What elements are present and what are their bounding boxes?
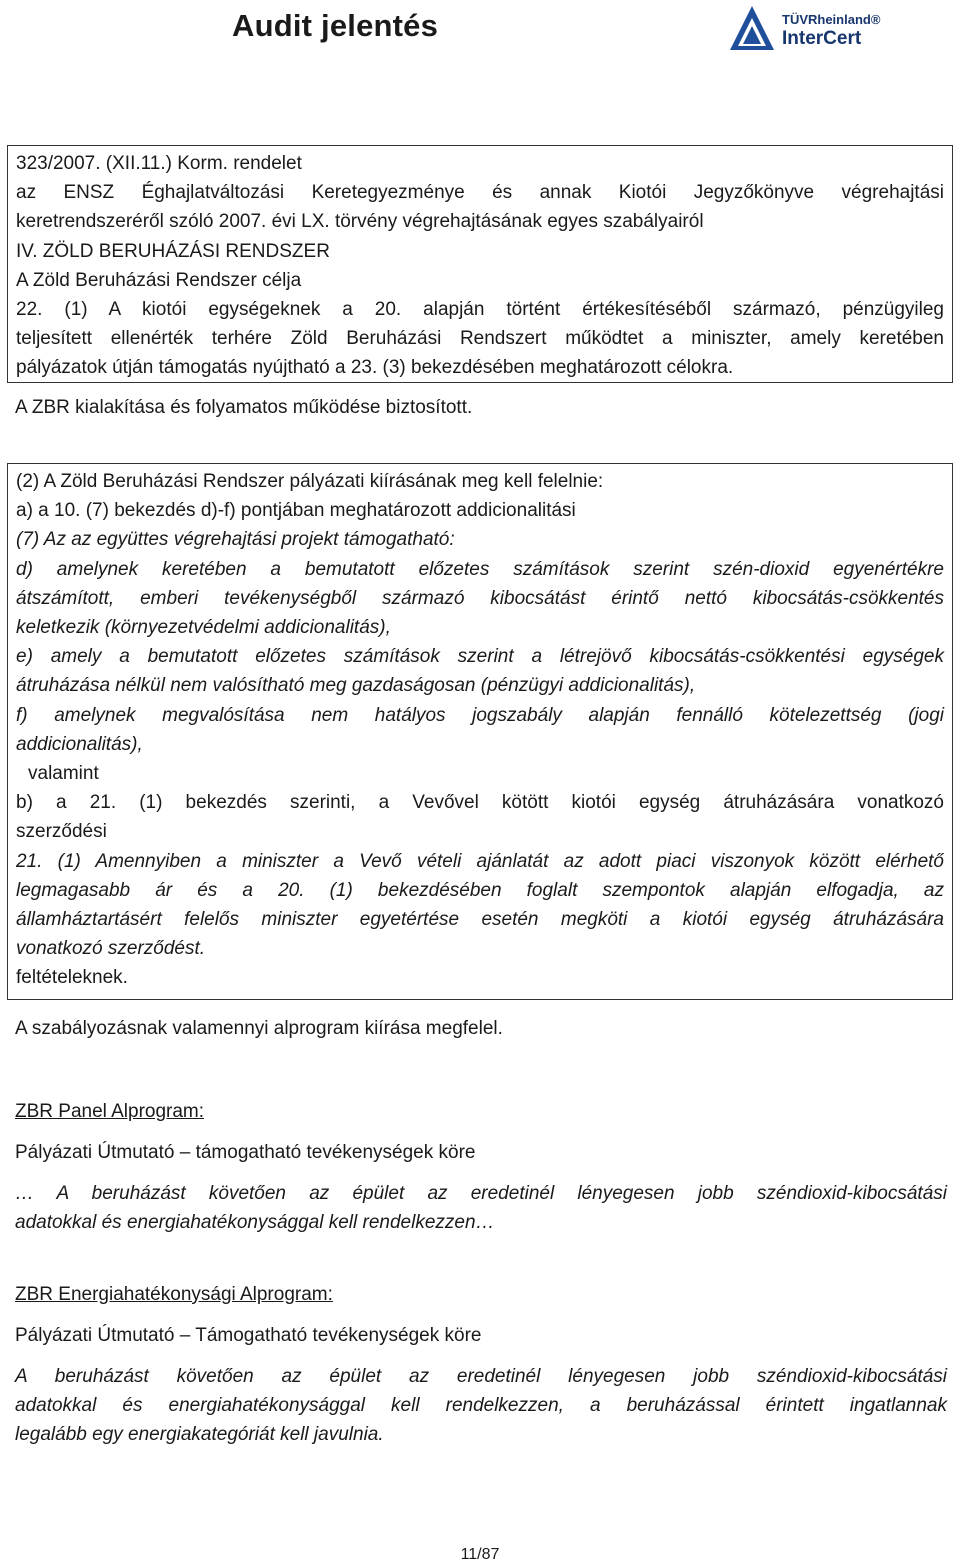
brand-name-line1: TÜVRheinland® — [782, 12, 881, 27]
text-line: (2) A Zöld Beruházási Rendszer pályázati kiírásának meg kell felelnie: — [16, 471, 604, 492]
energy-quote-line: A beruházást követően az épület az eredetinél lényegesen jobb széndioxid-kibocsátási — [15, 1366, 947, 1387]
text-line: 21. (1) Amennyiben a miniszter a Vevő vételi ajánlatát az adott piaci viszonyok között elérhető — [16, 850, 944, 872]
text-line: addicionalitás), — [16, 733, 143, 755]
brand-name-line2: InterCert — [782, 28, 862, 49]
text-line: legmagasabb ár és a 20. (1) bekezdésében foglalt szempontok alapján elfogadja, az — [16, 879, 944, 901]
text-line: d) amelynek keretében a bemutatott előzetes számítások szerint szén-dioxid egyenértékre — [16, 558, 944, 580]
finding-text: A szabályozásnak valamennyi alprogram kiírása megfelel. — [15, 1018, 503, 1039]
page-title: Audit jelentés — [232, 8, 439, 43]
regulation-box-1 — [7, 145, 953, 383]
text-line: szerződési — [16, 821, 107, 843]
text-line: e) amely a bemutatott előzetes számítások szerint a létrejövő kibocsátás-csökkentési egységek — [16, 646, 944, 668]
regulation-box-2 — [7, 463, 953, 1000]
energy-heading: ZBR Energiahatékonysági Alprogram: — [15, 1284, 333, 1305]
text-line: átszámított, emberi tevékenységből származó kibocsátást érintő nettó kibocsátás-csökkentés — [16, 587, 944, 609]
text-line: (7) Az az együttes végrehajtási projekt támogatható: — [16, 529, 455, 551]
panel-quote-line: adatokkal és energiahatékonysággal kell rendelkezzen… — [15, 1212, 495, 1233]
triangle-logo-icon — [728, 4, 776, 52]
text-line: államháztartásért felelős miniszter egyetértése esetén megköti a kiotói egység átruházására — [16, 909, 944, 931]
text-line: IV. ZÖLD BERUHÁZÁSI RENDSZER — [16, 240, 330, 262]
energy-subheading: Pályázati Útmutató – Támogatható tevékenységek köre — [15, 1325, 482, 1346]
panel-heading: ZBR Panel Alprogram: — [15, 1101, 205, 1122]
page-number: 11/87 — [460, 1546, 500, 1563]
tuv-intercert-logo — [728, 4, 918, 54]
text-line: az ENSZ Éghajlatváltozási Keretegyezménye és annak Kiotói Jegyzőkönyve végrehajtási — [16, 182, 944, 204]
text-line: valamint — [28, 763, 99, 785]
text-line: pályázatok útján támogatás nyújtható a 23. (3) bekezdésében meghatározott célokra. — [16, 357, 734, 379]
text-line: b) a 21. (1) bekezdés szerinti, a Vevővel kötött kiotói egység átruházására vonatkozó — [16, 792, 944, 814]
text-line: keretrendszeréről szóló 2007. évi LX. törvény végrehajtásának egyes szabályairól — [16, 211, 704, 233]
text-line: a) a 10. (7) bekezdés d)-f) pontjában meghatározott addicionalitási — [16, 500, 576, 522]
text-line: 22. (1) A kiotói egységeknek a 20. alapján történt értékesítéséből származó, pénzügyileg — [16, 299, 944, 321]
text-line: 323/2007. (XII.11.) Korm. rendelet — [16, 153, 302, 174]
text-line: teljesített ellenérték terhére Zöld Beruházási Rendszert működtet a miniszter, amely keretében — [16, 328, 944, 350]
text-line: A Zöld Beruházási Rendszer célja — [16, 269, 302, 291]
energy-quote-line: legalább egy energiakategóriát kell javulnia. — [15, 1424, 384, 1445]
text-line: vonatkozó szerződést. — [16, 938, 206, 960]
text-line: f) amelynek megvalósítása nem hatályos jogszabály alapján fennálló kötelezettség (jogi — [16, 704, 944, 726]
text-line: feltételeknek. — [16, 967, 128, 989]
text-line: keletkezik (környezetvédelmi addicionalitás), — [16, 617, 391, 639]
finding-text: A ZBR kialakítása és folyamatos működése biztosított. — [15, 397, 473, 418]
text-line: átruházása nélkül nem valósítható meg gazdaságosan (pénzügyi addicionalitás), — [16, 675, 696, 697]
panel-subheading: Pályázati Útmutató – támogatható tevékenységek köre — [15, 1142, 476, 1163]
panel-quote-line: … A beruházást követően az épület az eredetinél lényegesen jobb széndioxid-kibocsátási — [15, 1183, 947, 1204]
energy-quote-line: adatokkal és energiahatékonysággal kell rendelkezzen, a beruházással érintett ingatlannak — [15, 1395, 947, 1416]
